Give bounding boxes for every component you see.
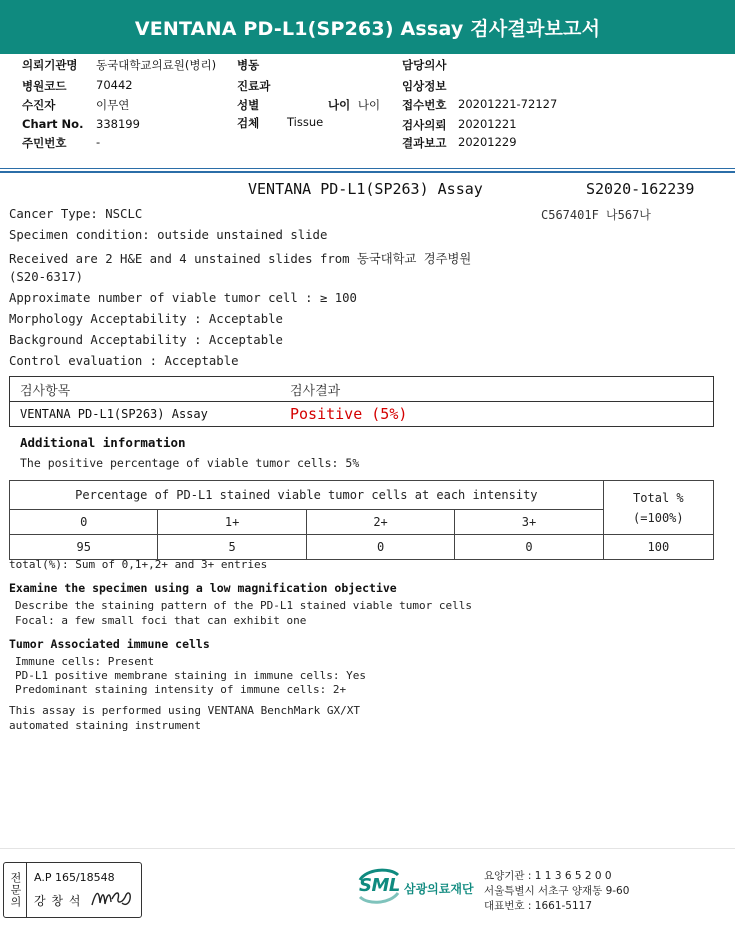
info-row-hospital-code [22,78,133,94]
level-1: 1+ [158,510,306,535]
result-item: VENTANA PD-L1(SP263) Assay [20,407,208,421]
divider-thick [0,171,735,173]
info-label: 병원코드 [22,79,67,93]
sml-logo [356,866,476,906]
level-3: 3+ [455,510,603,535]
level-2: 2+ [306,510,454,535]
info-row-age [328,97,380,113]
doctor-name: 강 창 석 [34,894,82,908]
immune-title: Tumor Associated immune cells [9,637,210,651]
info-label: 담당의사 [402,58,447,72]
company-name: 삼광의료재단 [404,882,474,896]
info-label: 검사의뢰 [402,118,447,132]
specialist-label-cell [4,863,27,917]
line-specimen-id: (S20-6317) [9,270,84,284]
value-3: 0 [455,535,603,560]
info-row-doctor [402,57,446,73]
immune-line-2: PD-L1 positive membrane staining in immune cells: Yes [15,669,366,682]
immune-line-1: Immune cells: Present [15,655,155,668]
info-label: Chart No. [22,117,84,131]
immune-line-3: Predominant staining intensity of immune cells: 2+ [15,683,347,696]
info-label: 진료과 [237,79,271,93]
info-label: 병동 [237,58,260,72]
info-row-clinical-info [402,78,446,94]
header-result: 검사결과 [290,383,341,399]
info-row-sex [237,97,259,113]
info-row-report-date [402,135,517,151]
result-value: Positive (5%) [290,405,408,423]
result-table [9,376,714,427]
info-label: 주민번호 [22,136,67,150]
info-value: Tissue [287,115,324,129]
line-morphology: Morphology Acceptability : Acceptable [9,312,283,326]
report-title: VENTANA PD-L1(SP263) Assay [248,180,483,198]
info-label: 결과보고 [402,136,447,150]
result-table-row [10,402,714,427]
value-2: 0 [306,535,454,560]
line-cancer-type: Cancer Type: NSCLC [9,207,143,221]
info-label: 수진자 [22,98,56,112]
result-table-header [10,377,714,402]
info-label: 의뢰기관명 [22,58,78,72]
license-number: A.P 165/18548 [34,871,115,884]
phone: 대표번호 : 1661-5117 [484,900,593,912]
org-code: 요양기관 : 1 1 3 6 5 2 0 0 [484,870,612,882]
closing-line-1: This assay is performed using VENTANA BenchMark GX/XT [9,704,360,717]
specialist-label: 전문의 [9,872,22,908]
intensity-values-row [10,535,714,560]
info-label: 임상정보 [402,79,447,93]
line-background: Background Acceptability : Acceptable [9,333,283,347]
info-value: 338199 [96,117,140,131]
info-value: 동국대학교의료원(병리) [96,58,217,72]
info-row-receipt-no [402,97,558,113]
additional-title: Additional information [20,435,186,450]
info-row-patient [22,97,130,113]
info-label: 접수번호 [402,98,447,112]
info-value: 20201221-72127 [458,97,558,111]
examine-title: Examine the specimen using a low magnification objective [9,581,397,595]
intensity-header-row [10,481,714,510]
info-value: 나이 [357,98,381,112]
info-value: 20201229 [458,135,517,149]
closing-line-2: automated staining instrument [9,719,202,732]
address: 서울특별시 서초구 양재동 9-60 [484,885,630,897]
header-item: 검사항목 [20,383,71,399]
info-label: 검체 [237,116,260,130]
info-row-department [237,78,270,94]
line-received: Received are 2 H&E and 4 unstained slides from 동국대학교 경주병원 [9,252,472,266]
examine-line-1: Describe the staining pattern of the PD-L1 stained viable tumor cells [15,599,472,612]
info-row-hospital [22,57,217,73]
info-value: 20201221 [458,117,517,131]
info-row-ward [237,57,259,73]
logo-text: SML [359,875,400,896]
info-value: 이무연 [96,98,130,112]
report-id: S2020-162239 [586,180,695,198]
signature-icon [90,885,136,909]
additional-text: The positive percentage of viable tumor cells: 5% [20,456,360,470]
line-specimen-condition: Specimen condition: outside unstained slide [9,228,328,242]
info-value: 70442 [96,78,133,92]
info-row-chart-no [22,117,140,131]
info-label: 나이 [328,98,351,112]
intensity-table [9,480,714,560]
value-total: 100 [603,535,713,560]
line-control: Control evaluation : Acceptable [9,354,239,368]
report-header-title: VENTANA PD-L1(SP263) Assay 검사결과보고서 [134,17,601,40]
total-header-line1: Total % [633,490,684,505]
line-viable-tumor: Approximate number of viable tumor cell : ≥ 100 [9,291,357,305]
value-0: 95 [10,535,158,560]
report-code: C567401F 나567나 [541,208,651,222]
total-header [603,481,713,535]
divider-thin [0,168,735,169]
examine-line-2: Focal: a few small foci that can exhibit one [15,614,307,627]
info-row-specimen [237,115,324,131]
value-1: 5 [158,535,306,560]
footer-divider [0,848,735,849]
signature-box [3,862,142,918]
level-0: 0 [10,510,158,535]
report-header [0,0,735,54]
total-header-line2: (=100%) [633,510,684,525]
intensity-header: Percentage of PD-L1 stained viable tumor cells at each intensity [10,481,604,510]
info-row-resident-no [22,135,101,151]
info-row-request-date [402,117,517,133]
info-value: - [96,135,101,149]
total-note: total(%): Sum of 0,1+,2+ and 3+ entries [9,558,268,571]
info-label: 성별 [237,98,260,112]
